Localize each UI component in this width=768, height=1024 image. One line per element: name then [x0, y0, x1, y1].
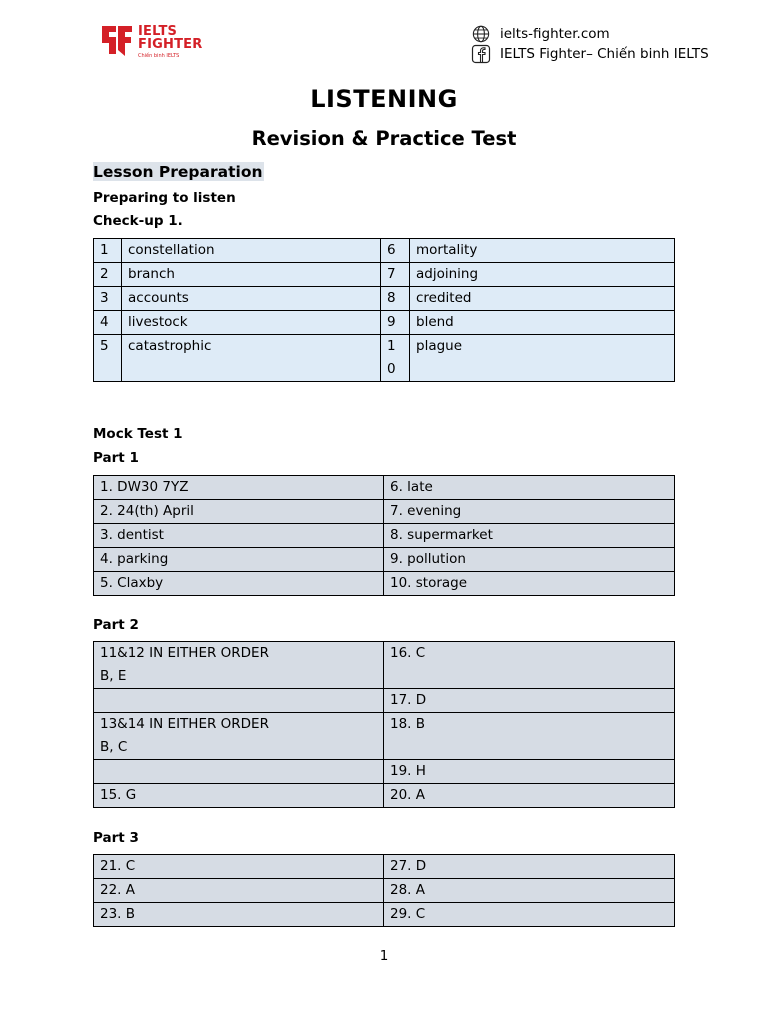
table-row — [94, 879, 675, 903]
table-cell: adjoining — [410, 263, 675, 287]
answer-cell — [94, 760, 384, 784]
table-cell: 5 — [94, 335, 122, 382]
lesson-heading: Lesson Preparation — [93, 163, 263, 181]
facebook-icon — [470, 45, 492, 63]
answer-cell: 13&14 IN EITHER ORDER B, C — [94, 713, 384, 760]
website-link[interactable]: ielts-fighter.com — [500, 26, 610, 42]
checkup-table — [93, 238, 675, 382]
mock-test-heading: Mock Test 1 — [93, 426, 183, 442]
table-cell: 7 — [381, 263, 410, 287]
table-row — [94, 689, 675, 713]
table-cell: credited — [410, 287, 675, 311]
table-row — [94, 903, 675, 927]
ielts-fighter-logo — [100, 24, 220, 64]
table-cell: livestock — [122, 311, 381, 335]
answer-cell: 17. D — [384, 689, 675, 713]
table-row — [94, 642, 675, 689]
table-row — [94, 524, 675, 548]
answer-cell: 23. B — [94, 903, 384, 927]
table-row — [94, 239, 675, 263]
table-row — [94, 760, 675, 784]
answer-cell: 9. pollution — [384, 548, 675, 572]
answer-cell: 21. C — [94, 855, 384, 879]
answer-cell: 1. DW30 7YZ — [94, 476, 384, 500]
answer-cell: 2. 24(th) April — [94, 500, 384, 524]
answer-cell: 8. supermarket — [384, 524, 675, 548]
table-cell: blend — [410, 311, 675, 335]
answer-cell: 16. C — [384, 642, 675, 689]
answer-cell: 18. B — [384, 713, 675, 760]
answer-cell: 20. A — [384, 784, 675, 808]
table-cell: constellation — [122, 239, 381, 263]
table-cell: 3 — [94, 287, 122, 311]
table-row — [94, 855, 675, 879]
contact-info — [470, 24, 709, 64]
answer-cell: 6. late — [384, 476, 675, 500]
table-row — [94, 713, 675, 760]
table-row — [94, 287, 675, 311]
table-cell: 8 — [381, 287, 410, 311]
table-row — [94, 263, 675, 287]
facebook-link[interactable]: IELTS Fighter– Chiến binh IELTS — [500, 46, 709, 62]
answer-cell: 4. parking — [94, 548, 384, 572]
table-cell: catastrophic — [122, 335, 381, 382]
table-cell: plague — [410, 335, 675, 382]
table-row — [94, 548, 675, 572]
page-number: 1 — [379, 948, 389, 964]
part2-table — [93, 641, 675, 808]
table-cell: 2 — [94, 263, 122, 287]
table-row — [94, 784, 675, 808]
answer-cell: 19. H — [384, 760, 675, 784]
answer-cell: 29. C — [384, 903, 675, 927]
page-subtitle: Revision & Practice Test — [251, 127, 517, 150]
table-row — [94, 311, 675, 335]
table-cell: 6 — [381, 239, 410, 263]
part1-heading: Part 1 — [93, 450, 139, 466]
answer-cell: 7. evening — [384, 500, 675, 524]
logo-tagline: Chiến binh IELTS — [138, 53, 180, 59]
logo-wordmark: IELTS FIGHTER — [138, 24, 203, 52]
table-cell: 4 — [94, 311, 122, 335]
part1-table — [93, 475, 675, 596]
preparing-heading: Preparing to listen — [93, 190, 236, 206]
answer-cell — [94, 689, 384, 713]
table-row — [94, 476, 675, 500]
table-cell: branch — [122, 263, 381, 287]
table-cell: 1 — [94, 239, 122, 263]
table-cell: 9 — [381, 311, 410, 335]
globe-icon — [470, 25, 492, 43]
answer-cell: 5. Claxby — [94, 572, 384, 596]
logo-emblem-icon — [100, 24, 134, 58]
checkup-heading: Check-up 1. — [93, 213, 183, 229]
table-row — [94, 500, 675, 524]
answer-cell: 15. G — [94, 784, 384, 808]
part2-heading: Part 2 — [93, 617, 139, 633]
answer-cell: 11&12 IN EITHER ORDER B, E — [94, 642, 384, 689]
answer-cell: 22. A — [94, 879, 384, 903]
table-cell: mortality — [410, 239, 675, 263]
answer-cell: 10. storage — [384, 572, 675, 596]
table-cell: accounts — [122, 287, 381, 311]
table-cell: 10 — [381, 335, 410, 382]
table-row — [94, 572, 675, 596]
answer-cell: 27. D — [384, 855, 675, 879]
part3-heading: Part 3 — [93, 830, 139, 846]
table-row — [94, 335, 675, 382]
answer-cell: 3. dentist — [94, 524, 384, 548]
part3-table — [93, 854, 675, 927]
page-title: LISTENING — [310, 85, 458, 113]
answer-cell: 28. A — [384, 879, 675, 903]
